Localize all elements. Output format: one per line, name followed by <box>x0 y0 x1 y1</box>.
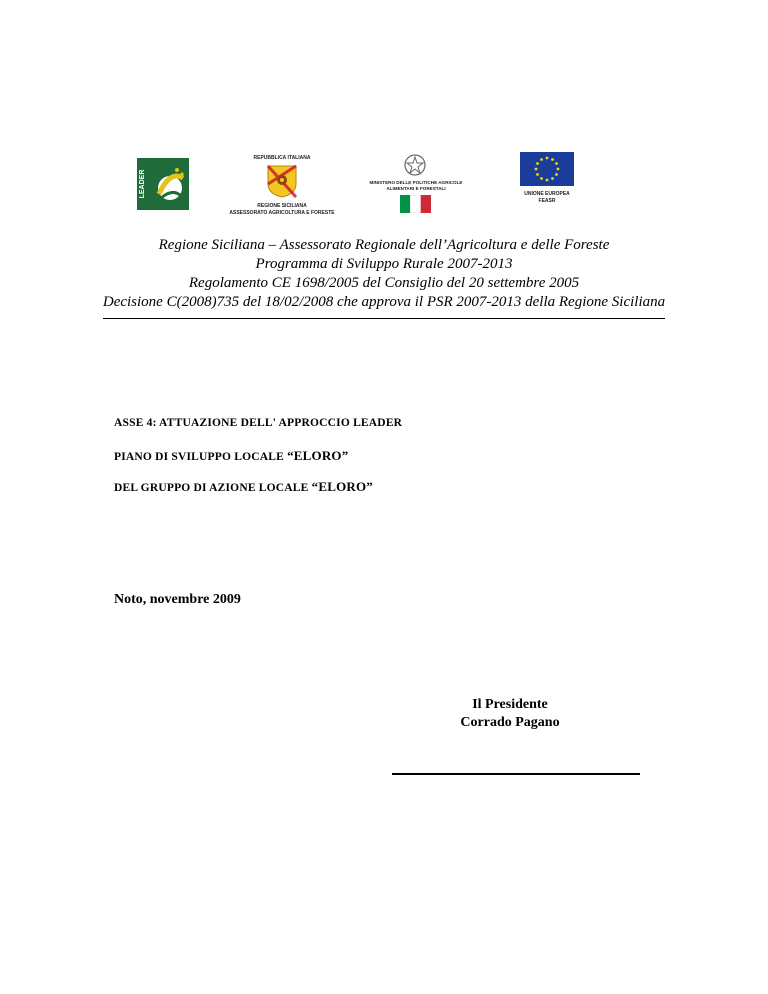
header-divider <box>103 318 665 319</box>
gruppo-title-name: “ELORO” <box>311 479 373 494</box>
eu-label-2: FEASR <box>538 198 556 204</box>
leader-logo <box>137 158 189 210</box>
signature-name: Corrado Pagano <box>460 715 560 730</box>
piano-title <box>114 448 348 464</box>
eu-label-1: UNIONE EUROPEA <box>524 191 570 197</box>
repubblica-emblem-icon <box>403 153 427 177</box>
signature-line <box>392 773 640 775</box>
header-line-1: Regione Siciliana – Assessorato Regionale dell’Agricoltura e delle Foreste <box>158 237 610 253</box>
gruppo-title-prefix: DEL GRUPPO DI AZIONE LOCALE <box>114 482 312 494</box>
header-line-2: Programma di Sviluppo Rurale 2007-2013 <box>255 256 513 272</box>
trinacria-emblem-icon <box>266 164 298 198</box>
eu-flag-icon <box>520 152 574 186</box>
ministero-label-2: ALIMENTARI E FORESTALI <box>386 186 446 191</box>
asse-title: ASSE 4: ATTUAZIONE DELL' APPROCCIO LEADER <box>114 417 403 429</box>
leader-logo-text: LEADER <box>139 169 146 199</box>
italian-flag-icon <box>400 195 431 213</box>
document-header <box>60 236 708 312</box>
header-line-3: Regolamento CE 1698/2005 del Consiglio del 20 settembre 2005 <box>188 275 580 291</box>
repubblica-italiana-label: REPUBBLICA ITALIANA <box>253 155 311 161</box>
ministero-label-1: MINISTERO DELLE POLITICHE AGRICOLE <box>369 180 463 185</box>
piano-title-prefix: PIANO DI SVILUPPO LOCALE <box>114 451 288 463</box>
assessorato-label: ASSESSORATO AGRICOLTURA E FORESTE <box>229 210 335 216</box>
header-line-4: Decisione C(2008)735 del 18/02/2008 che approva il PSR 2007-2013 della Regione Siciliana <box>102 294 666 310</box>
piano-title-name: “ELORO” <box>287 448 349 463</box>
regione-siciliana-logo <box>222 155 342 217</box>
gruppo-title <box>114 479 373 495</box>
signature-block <box>430 696 590 732</box>
eu-logo <box>518 152 576 208</box>
regione-siciliana-label: REGIONE SICILIANA <box>257 203 307 209</box>
ministero-logo <box>360 153 472 215</box>
signature-role: Il Presidente <box>472 697 548 712</box>
place-date: Noto, novembre 2009 <box>114 592 241 607</box>
